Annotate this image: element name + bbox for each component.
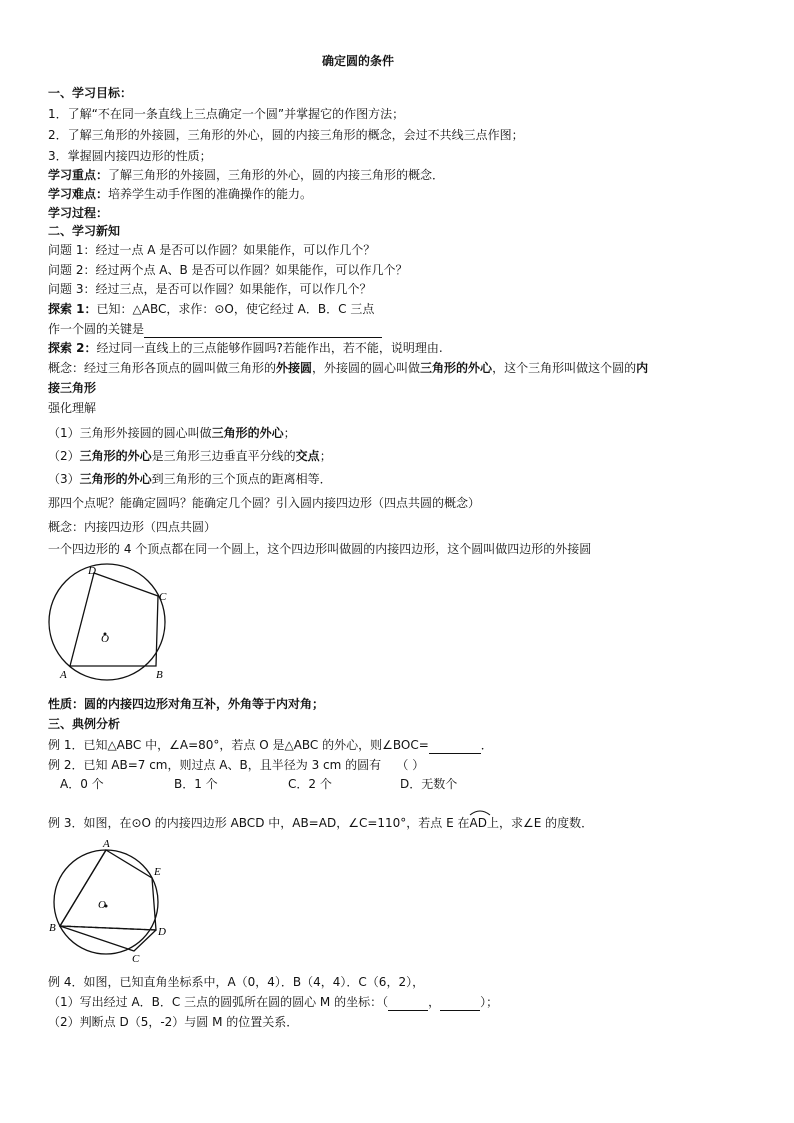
reinforce-heading: 强化理解 bbox=[48, 401, 97, 415]
example-4-part-1 bbox=[48, 994, 498, 1011]
example-2-options bbox=[60, 776, 457, 792]
difficulty-text: 培养学生动手作图的准确操作的能力。 bbox=[108, 187, 313, 201]
label-d: D bbox=[88, 565, 96, 577]
reinforce-term: 三角形的外心 bbox=[211, 426, 284, 440]
arc-ad bbox=[470, 815, 487, 831]
goal-1: 1．了解“不在同一条直线上三点确定一个圆”并掌握它的作图方法； bbox=[48, 107, 405, 121]
answer-blank-x bbox=[388, 994, 428, 1011]
explore-2-text: 经过同一直线上的三点能够作圆吗?若能作出，若不能，说明理由. bbox=[96, 341, 443, 355]
concept-continued: 接三角形 bbox=[48, 381, 97, 395]
goal-3: 3．掌握圆内接四边形的性质； bbox=[48, 149, 212, 163]
example-2 bbox=[48, 757, 424, 773]
concept-term-circumcenter: 三角形的外心 bbox=[420, 361, 493, 375]
example-1 bbox=[48, 737, 493, 754]
polygon-shape bbox=[60, 850, 156, 930]
example-4-part-1-end: ）； bbox=[480, 995, 499, 1009]
page-title: 确定圆的条件 bbox=[322, 54, 395, 68]
label-a: A bbox=[60, 669, 67, 681]
example-4: 例 4．如图，已知直角坐标系中，A（0，4）．B（4，4）．C（6，2）， bbox=[48, 975, 425, 989]
arc-label: AD bbox=[469, 816, 487, 830]
label-a: A bbox=[103, 838, 110, 850]
concept-text: ，这个三角形叫做这个圆的 bbox=[492, 361, 637, 375]
label-b: B bbox=[49, 922, 56, 934]
reinforce-text: ； bbox=[283, 426, 296, 440]
key-points bbox=[48, 167, 444, 183]
reinforce-text: 是三角形三边垂直平分线的 bbox=[151, 449, 296, 463]
label-d: D bbox=[158, 926, 166, 938]
explore-1 bbox=[48, 301, 374, 317]
difficulty bbox=[48, 186, 312, 202]
concept-term-inscribed: 内 bbox=[636, 361, 649, 375]
arc-icon bbox=[469, 808, 491, 816]
reinforce-term: 交点 bbox=[295, 449, 320, 463]
four-points-question: 那四个点呢？能确定圆吗？能确定几个圆？引入圆内接四边形（四点共圆的概念） bbox=[48, 496, 481, 510]
question-3: 问题 3：经过三点，是否可以作圆？如果能作，可以作几个？ bbox=[48, 282, 372, 296]
example-3-text: 例 3．如图，在⊙O 的内接四边形 ABCD 中，AB=AD，∠C=110°，若点 E 在 bbox=[48, 816, 470, 830]
explore-2-label: 探索 2： bbox=[48, 341, 97, 355]
example-3-text-end: 上，求∠E 的度数． bbox=[486, 816, 594, 830]
new-knowledge-heading: 二、学习新知 bbox=[48, 224, 121, 238]
concept-text: 概念：经过三角形各顶点的圆叫做三角形的 bbox=[48, 361, 277, 375]
example-3 bbox=[48, 815, 593, 831]
quadrilateral-shape bbox=[70, 573, 158, 666]
question-1: 问题 1：经过一点 A 是否可以作圆？如果能作，可以作几个？ bbox=[48, 243, 376, 257]
example-1-end: ． bbox=[480, 738, 493, 752]
difficulty-label: 学习难点： bbox=[48, 187, 109, 201]
goal-2: 2．了解三角形的外接圆，三角形的外心，圆的内接三角形的概念，会过不共线三点作图； bbox=[48, 128, 524, 142]
option-d: D．无数个 bbox=[400, 777, 458, 791]
reinforce-2 bbox=[48, 448, 332, 464]
reinforce-term: 三角形的外心 bbox=[79, 472, 152, 486]
circle-shape bbox=[49, 564, 165, 680]
concept-term-circumcircle: 外接圆 bbox=[276, 361, 313, 375]
option-a: A．0 个 bbox=[60, 777, 104, 791]
question-2: 问题 2：经过两个点 A、B 是否可以作圆？如果能作，可以作几个？ bbox=[48, 263, 408, 277]
label-c: C bbox=[159, 591, 167, 603]
label-b: B bbox=[156, 669, 163, 681]
reinforce-text: （1）三角形外接圆的圆心叫做 bbox=[48, 426, 212, 440]
inscribed-quadrilateral-figure bbox=[48, 558, 178, 684]
example-4-part-2: （2）判断点 D（5，-2）与圆 M 的位置关系． bbox=[48, 1015, 299, 1029]
label-c: C bbox=[132, 953, 140, 964]
concept-text: ，外接圆的圆心叫做 bbox=[312, 361, 421, 375]
example-4-part-1-text: （1）写出经过 A．B．C 三点的圆弧所在圆的圆心 M 的坐标：（ bbox=[48, 995, 389, 1009]
reinforce-text: ； bbox=[319, 449, 332, 463]
example-1-text: 例 1．已知△ABC 中，∠A=80°，若点 O 是△ABC 的外心，则∠BOC= bbox=[48, 738, 429, 752]
goals-heading: 一、学习目标： bbox=[48, 86, 133, 100]
answer-blank bbox=[429, 737, 481, 754]
answer-paren: （ ） bbox=[396, 758, 425, 772]
concept-circumcircle bbox=[48, 360, 648, 376]
chord-ab bbox=[60, 850, 106, 926]
reinforce-text: （3） bbox=[48, 472, 80, 486]
reinforce-text: 到三角形的三个顶点的距离相等． bbox=[151, 472, 332, 486]
explore-2 bbox=[48, 340, 443, 356]
key-text: 了解三角形的外接圆，三角形的外心，圆的内接三角形的概念． bbox=[108, 168, 445, 182]
separator: ， bbox=[428, 995, 441, 1009]
key-of-circle-text: 作一个圆的关键是 bbox=[48, 322, 145, 336]
label-o: O bbox=[101, 633, 109, 645]
key-label: 学习重点： bbox=[48, 168, 109, 182]
examples-heading: 三、典例分析 bbox=[48, 717, 121, 731]
explore-1-text: 已知：△ABC，求作：⊙O，使它经过 A．B．C 三点 bbox=[96, 302, 375, 316]
inscribed-quad-definition: 一个四边形的 4 个顶点都在同一个圆上，这个四边形叫做圆的内接四边形，这个圆叫做四边形的外接圆 bbox=[48, 542, 592, 556]
reinforce-3 bbox=[48, 471, 332, 487]
circle-shape bbox=[54, 850, 158, 954]
reinforce-term: 三角形的外心 bbox=[79, 449, 152, 463]
example-2-text: 例 2．已知 AB=7 cm，则过点 A、B，且半径为 3 cm 的圆有 bbox=[48, 758, 382, 772]
key-of-circle bbox=[48, 321, 382, 338]
explore-1-label: 探索 1： bbox=[48, 302, 97, 316]
option-b: B．1 个 bbox=[174, 777, 218, 791]
label-o: O bbox=[98, 899, 106, 911]
option-c: C．2 个 bbox=[288, 777, 332, 791]
reinforce-text: （2） bbox=[48, 449, 80, 463]
example-3-figure bbox=[48, 834, 178, 964]
answer-blank bbox=[144, 321, 382, 338]
concept-2: 概念：内接四边形（四点共圆） bbox=[48, 520, 217, 534]
process-heading: 学习过程： bbox=[48, 206, 109, 220]
label-e: E bbox=[154, 866, 161, 878]
property: 性质：圆的内接四边形对角互补，外角等于内对角； bbox=[48, 697, 325, 711]
answer-blank-y bbox=[440, 994, 480, 1011]
reinforce-1 bbox=[48, 425, 296, 441]
